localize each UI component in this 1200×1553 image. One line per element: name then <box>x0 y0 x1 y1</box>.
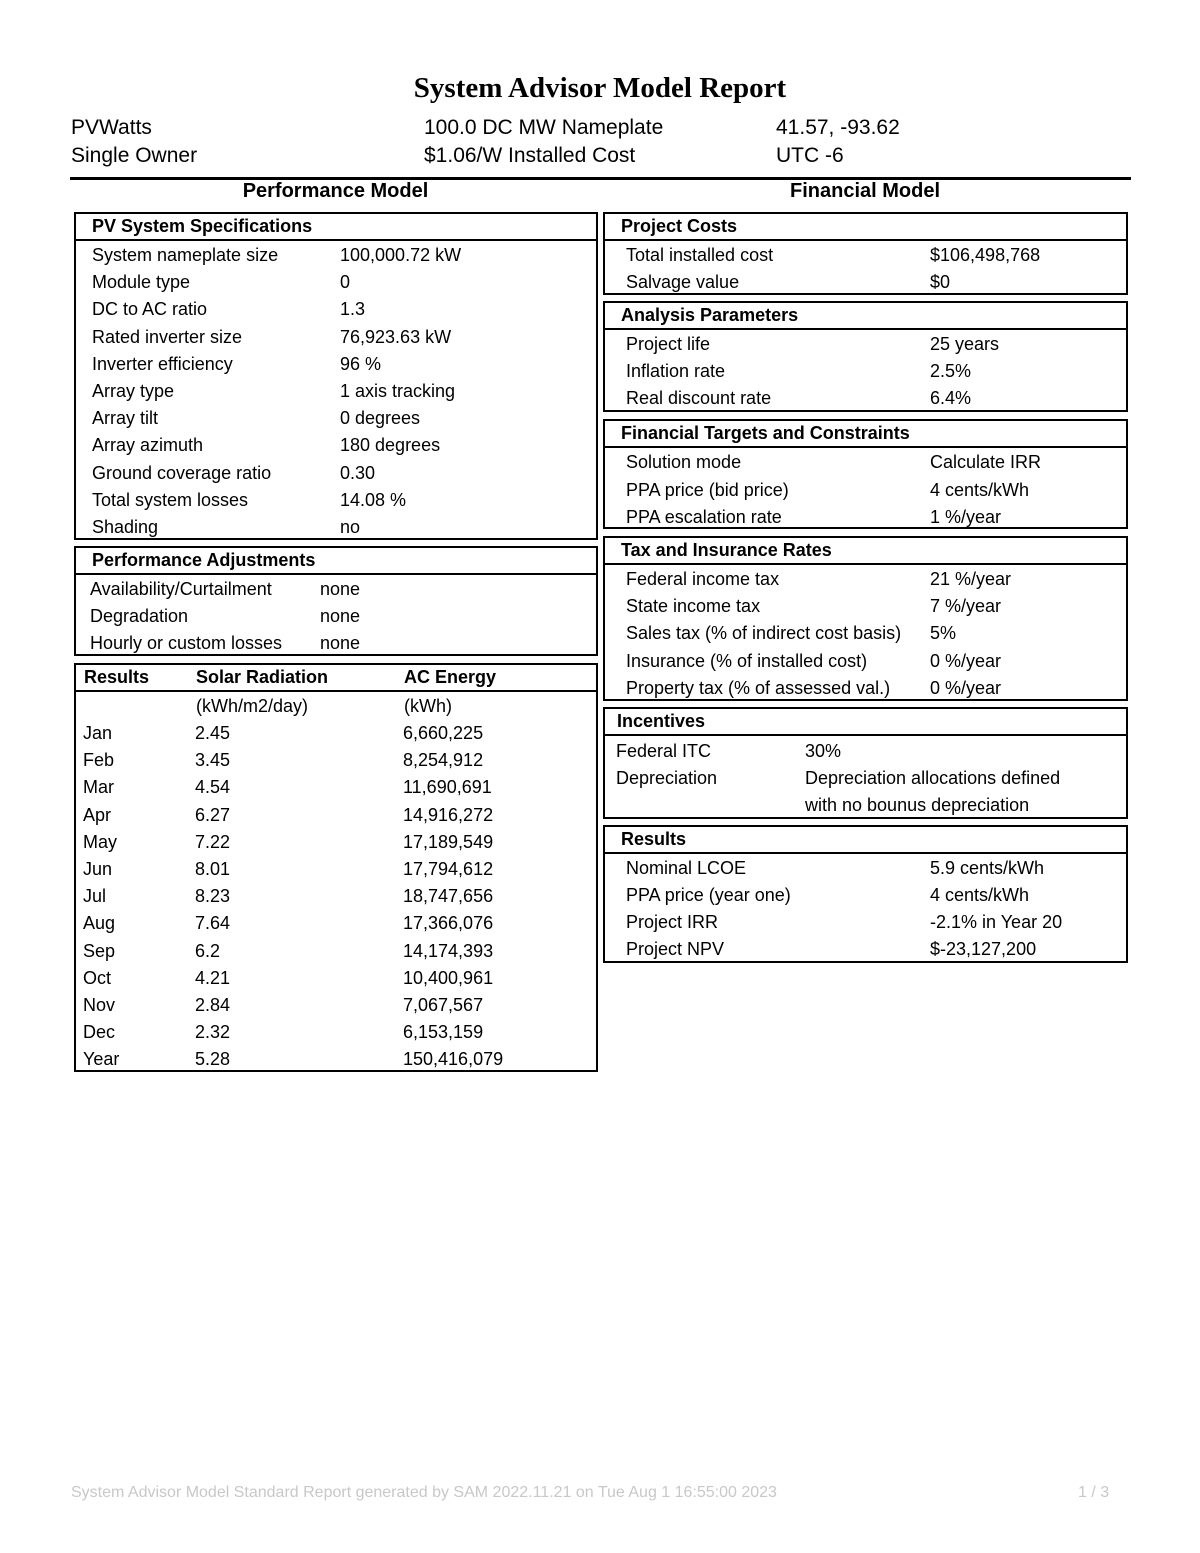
month-value: 11,690,691 <box>403 777 492 798</box>
incentive-value: Depreciation allocations defined <box>805 768 1061 788</box>
analysis-title: Analysis Parameters <box>605 303 1126 330</box>
pv-spec-value: 0 degrees <box>340 408 421 429</box>
month-value: 6,660,225 <box>403 723 484 743</box>
monthly-results-box <box>74 663 598 1072</box>
fin-result-value: $-23,127,200 <box>930 939 1037 959</box>
fin-targets-box <box>603 419 1128 529</box>
perf-adjust-label: Availability/Curtailment <box>90 579 272 599</box>
fin-result-label: Nominal LCOE <box>626 858 747 878</box>
month-label: Jul <box>83 886 107 907</box>
month-value: 2.84 <box>195 995 231 1015</box>
month-value: 4.54 <box>195 777 231 798</box>
month-value: 14,174,393 <box>403 940 494 961</box>
pv-spec-label: Ground coverage ratio <box>92 462 272 483</box>
pv-spec-label: Rated inverter size <box>92 326 243 347</box>
month-value: 8.01 <box>195 859 231 879</box>
perf-adjust-value: none <box>320 579 361 599</box>
fin-targets-title: Financial Targets and Constraints <box>605 421 1126 448</box>
month-label: Mar <box>83 777 114 798</box>
incentive-value: 30% <box>805 741 842 761</box>
fin-target-value: 1 %/year <box>930 507 1002 527</box>
month-value: 3.45 <box>195 750 231 771</box>
month-value: 7,067,567 <box>403 995 484 1015</box>
pv-spec-label: Module type <box>92 272 191 293</box>
month-value: 17,794,612 <box>403 859 494 879</box>
perf-adjust-value: none <box>320 606 361 626</box>
month-value: 150,416,079 <box>403 1049 504 1070</box>
month-value: 7.64 <box>195 913 231 934</box>
month-value: 10,400,961 <box>403 967 494 988</box>
tax-rate-value: 0 %/year <box>930 650 1002 671</box>
month-value: 4.21 <box>195 967 231 988</box>
perf-adjust-label: Degradation <box>90 606 189 626</box>
pv-spec-label: Inverter efficiency <box>92 353 233 374</box>
performance-model-heading: Performance Model <box>242 180 429 202</box>
fin-results-box <box>603 825 1128 963</box>
month-value: 8,254,912 <box>403 750 484 771</box>
analysis-label: Inflation rate <box>626 361 726 381</box>
header-location: 41.57, -93.62 <box>776 116 900 139</box>
results-col-header: Results <box>84 667 150 687</box>
solar-radiation-col-header: Solar Radiation <box>196 667 329 687</box>
tax-rate-value: 5% <box>930 623 957 644</box>
month-label: Jan <box>83 723 113 743</box>
fin-result-label: Project NPV <box>626 939 725 959</box>
pv-spec-value: 1.3 <box>340 299 366 320</box>
month-label: Feb <box>83 750 115 771</box>
perf-adjust-value: none <box>320 633 361 653</box>
header-nameplate: 100.0 DC MW Nameplate <box>424 116 664 139</box>
incentive-value: with no bounus depreciation <box>805 795 1030 815</box>
fin-result-value: 4 cents/kWh <box>930 885 1030 905</box>
month-label: May <box>83 831 118 852</box>
month-value: 2.32 <box>195 1022 231 1043</box>
month-label: Aug <box>83 913 116 934</box>
perf-adjust-label: Hourly or custom losses <box>90 633 283 653</box>
tax-rate-label: Property tax (% of assessed val.) <box>626 677 891 698</box>
project-costs-box <box>603 212 1128 295</box>
pv-spec-label: Shading <box>92 517 159 537</box>
analysis-label: Real discount rate <box>626 388 772 408</box>
incentive-label: Federal ITC <box>616 741 712 761</box>
fin-result-value: -2.1% in Year 20 <box>930 912 1063 932</box>
fin-target-value: 4 cents/kWh <box>930 479 1030 500</box>
header-timezone: UTC -6 <box>776 144 844 167</box>
pv-spec-label: DC to AC ratio <box>92 299 208 320</box>
pv-spec-value: no <box>340 517 361 537</box>
analysis-label: Project life <box>626 334 711 354</box>
incentive-label: Depreciation <box>616 768 718 788</box>
pv-spec-value: 0.30 <box>340 462 376 483</box>
month-value: 2.45 <box>195 723 231 743</box>
pv-spec-label: Array type <box>92 381 175 401</box>
tax-rate-value: 0 %/year <box>930 677 1002 698</box>
solar-radiation-unit: (kWh/m2/day) <box>196 696 309 716</box>
pv-spec-label: Array tilt <box>92 408 159 429</box>
pv-spec-label: Total system losses <box>92 489 249 510</box>
project-costs-title: Project Costs <box>605 214 1126 241</box>
pv-spec-value: 0 <box>340 272 351 293</box>
month-value: 14,916,272 <box>403 804 494 825</box>
tax-rate-value: 7 %/year <box>930 596 1002 617</box>
fin-target-value: Calculate IRR <box>930 452 1042 472</box>
pv-specs-title: PV System Specifications <box>76 214 596 241</box>
tax-rate-label: State income tax <box>626 596 761 617</box>
pv-spec-value: 76,923.63 kW <box>340 326 452 347</box>
analysis-value: 25 years <box>930 334 1000 354</box>
pv-spec-value: 100,000.72 kW <box>340 245 462 265</box>
pv-spec-value: 180 degrees <box>340 435 441 456</box>
month-value: 8.23 <box>195 886 231 907</box>
tax-rate-label: Sales tax (% of indirect cost basis) <box>626 623 902 644</box>
month-value: 17,189,549 <box>403 831 494 852</box>
incentives-box <box>603 707 1128 819</box>
fin-result-label: PPA price (year one) <box>626 885 791 905</box>
perf-adjust-box <box>74 546 598 656</box>
month-value: 7.22 <box>195 831 231 852</box>
tax-title: Tax and Insurance Rates <box>605 538 1126 565</box>
month-label: Apr <box>83 804 112 825</box>
fin-target-label: PPA escalation rate <box>626 507 782 527</box>
fin-result-label: Project IRR <box>626 912 719 932</box>
header-financing: Single Owner <box>71 144 198 167</box>
month-label: Dec <box>83 1022 116 1043</box>
analysis-box <box>603 301 1128 412</box>
pv-spec-label: Array azimuth <box>92 435 204 456</box>
analysis-value: 2.5% <box>930 361 972 381</box>
header-model: PVWatts <box>71 116 152 139</box>
ac-energy-col-header: AC Energy <box>404 667 497 687</box>
pv-spec-value: 1 axis tracking <box>340 381 456 401</box>
monthly-results-header <box>76 665 596 692</box>
project-cost-label: Total installed cost <box>626 245 774 265</box>
month-label: Jun <box>83 859 113 879</box>
fin-target-label: Solution mode <box>626 452 742 472</box>
month-value: 18,747,656 <box>403 886 494 907</box>
fin-target-label: PPA price (bid price) <box>626 479 789 500</box>
project-cost-label: Salvage value <box>626 272 740 292</box>
pv-specs-box <box>74 212 598 540</box>
analysis-value: 6.4% <box>930 388 972 408</box>
fin-result-value: 5.9 cents/kWh <box>930 858 1045 878</box>
month-label: Sep <box>83 940 116 961</box>
month-label: Year <box>83 1049 120 1070</box>
footer-page-number: 1 / 3 <box>1078 1484 1110 1501</box>
tax-rate-label: Insurance (% of installed cost) <box>626 650 868 671</box>
project-cost-value: $106,498,768 <box>930 245 1041 265</box>
fin-results-title: Results <box>605 827 1126 854</box>
month-value: 6.2 <box>195 940 221 961</box>
tax-rate-label: Federal income tax <box>626 569 780 589</box>
tax-box <box>603 536 1128 701</box>
footer-generated-by: System Advisor Model Standard Report generated by SAM 2022.11.21 on Tue Aug 1 16:55:00 2023 <box>71 1484 777 1501</box>
report-title: System Advisor Model Report <box>413 72 787 104</box>
tax-rate-value: 21 %/year <box>930 569 1012 589</box>
project-cost-value: $0 <box>930 272 951 292</box>
financial-model-heading: Financial Model <box>789 180 941 202</box>
incentives-title: Incentives <box>605 709 1126 736</box>
month-label: Nov <box>83 995 116 1015</box>
month-label: Oct <box>83 967 112 988</box>
month-value: 5.28 <box>195 1049 231 1070</box>
pv-spec-value: 96 % <box>340 353 382 374</box>
header-installed-cost: $1.06/W Installed Cost <box>424 144 636 167</box>
month-value: 6,153,159 <box>403 1022 484 1043</box>
month-value: 17,366,076 <box>403 913 494 934</box>
pv-spec-value: 14.08 % <box>340 489 407 510</box>
month-value: 6.27 <box>195 804 231 825</box>
pv-spec-label: System nameplate size <box>92 245 279 265</box>
perf-adjust-title: Performance Adjustments <box>76 548 596 575</box>
ac-energy-unit: (kWh) <box>404 696 452 716</box>
